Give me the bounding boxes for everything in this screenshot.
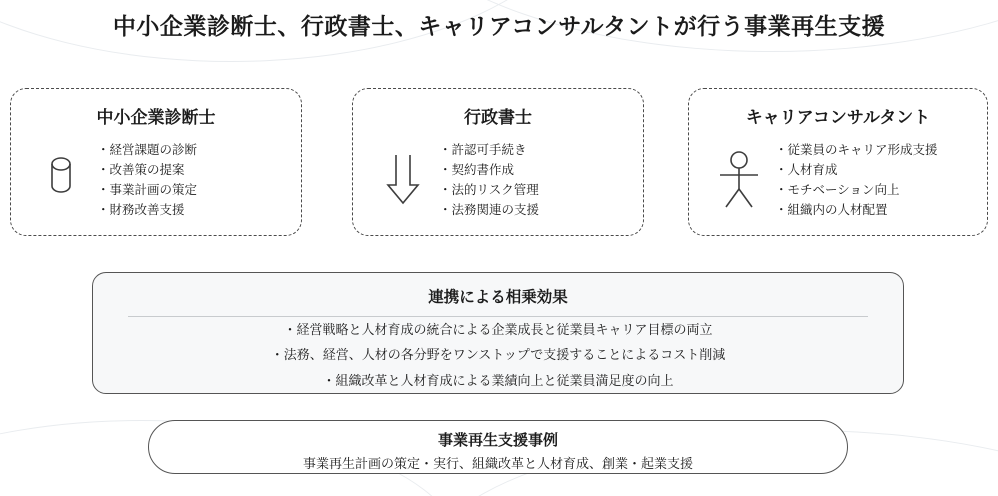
list-item: ・事業計画の策定 (97, 183, 198, 197)
synergy-line: ・経営戦略と人材育成の統合による企業成長と従業員キャリア目標の両立 (283, 322, 713, 337)
synergy-line: ・組織改革と人材育成による業績向上と従業員満足度の向上 (322, 372, 674, 388)
role-card-gyosei-shoshi (352, 88, 644, 236)
list-item: ・法的リスク管理 (439, 183, 539, 197)
list-item: ・許認可手続き (439, 142, 527, 157)
role-card-title: 中小企業診断士 (96, 108, 216, 127)
role-card-career-consultant (688, 88, 988, 236)
cylinder-person-icon (25, 136, 97, 224)
role-card-title: キャリアコンサルタント (745, 108, 931, 127)
list-item: ・契約書作成 (439, 162, 515, 177)
role-card-chusho-kigyo-shindanshi (10, 88, 302, 236)
list-item: ・改善策の提案 (97, 162, 185, 177)
role-card-body (689, 136, 987, 224)
list-item: ・モチベーション向上 (775, 183, 900, 197)
synergy-line: ・法務、経営、人材の各分野をワンストップで支援することによるコスト削減 (270, 347, 726, 363)
list-item: ・財務改善支援 (97, 203, 185, 218)
stick-figure-icon (703, 136, 775, 224)
synergy-title: 連携による相乗効果 (428, 289, 568, 306)
case-subtitle: 事業再生計画の策定・実行、組織改革と人材育成、創業・起業支援 (302, 456, 693, 471)
list-item: ・人材育成 (775, 162, 838, 177)
down-arrow-icon (367, 136, 439, 224)
case-panel (148, 420, 848, 474)
page-title: 中小企業診断士、行政書士、キャリアコンサルタントが行う事業再生支援 (112, 13, 886, 39)
role-card-body (353, 136, 643, 224)
role-card-title: 行政書士 (464, 108, 532, 127)
list-item: ・経営課題の診断 (97, 142, 198, 157)
list-item: ・従業員のキャリア形成支援 (775, 142, 938, 157)
role-card-list (439, 140, 643, 221)
synergy-panel (92, 272, 904, 394)
role-card-list (775, 140, 987, 221)
role-card-body (11, 136, 301, 224)
role-card-list (97, 140, 301, 221)
list-item: ・組織内の人材配置 (775, 203, 888, 218)
case-title: 事業再生支援事例 (437, 432, 558, 449)
list-item: ・法務関連の支援 (439, 203, 540, 218)
